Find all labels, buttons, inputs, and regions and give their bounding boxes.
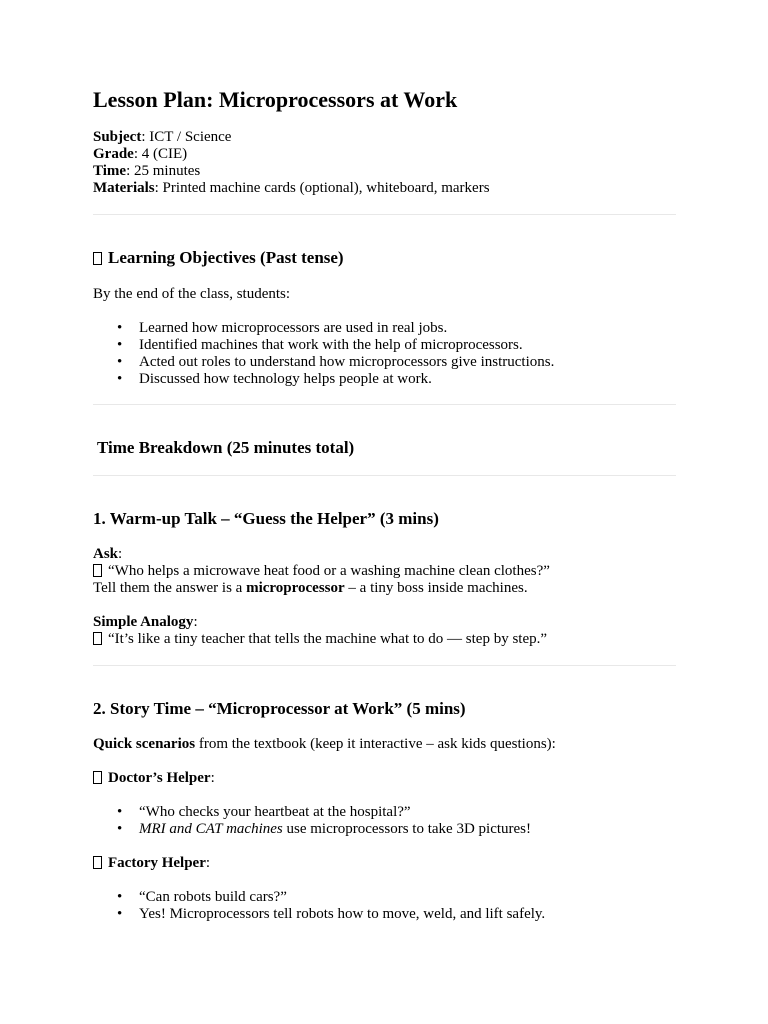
factory-colon: : — [205, 855, 211, 871]
factory-icon — [93, 856, 102, 869]
analogy-quote-line — [93, 631, 676, 648]
meta-label: Time — [93, 163, 127, 179]
doctor-helper-line — [93, 770, 676, 787]
meta-materials — [93, 180, 676, 197]
divider — [93, 475, 676, 476]
lesson-meta — [93, 129, 676, 197]
hospital-icon — [93, 771, 102, 784]
mri-rest: use microprocessors to take 3D pictures! — [282, 821, 532, 837]
ask-colon: : — [118, 546, 123, 562]
list-item: • Learned how microprocessors are used in real jobs. — [139, 320, 676, 337]
meta-subject — [93, 129, 676, 146]
analogy-quote: “It’s like a tiny teacher that tells the machine what to do — step by step.” — [108, 631, 548, 647]
ask-quote-line — [93, 563, 676, 580]
ask-quote: “Who helps a microwave heat food or a washing machine clean clothes?” — [108, 563, 550, 579]
meta-label: Grade — [93, 146, 134, 162]
ask-label-line — [93, 546, 676, 563]
quick-scenarios-rest: from the textbook (keep it interactive – ask kids questions): — [195, 736, 556, 752]
list-item: • Identified machines that work with the help of microprocessors. — [139, 337, 676, 354]
analogy-colon: : — [193, 614, 198, 630]
factory-list — [93, 889, 676, 923]
analogy-label: Simple Analogy — [93, 614, 194, 630]
analogy-label-line — [93, 614, 676, 631]
doctor-colon: : — [210, 770, 215, 786]
list-item: • “Who checks your heartbeat at the hospital?” — [139, 804, 676, 821]
objectives-heading-text: Learning Objectives (Past tense) — [108, 248, 344, 267]
teacher-icon — [93, 632, 102, 645]
section2-heading: 2. Story Time – “Microprocessor at Work” (5 mins) — [93, 699, 466, 718]
divider — [93, 665, 676, 666]
document-content — [93, 85, 676, 923]
list-item: • Acted out roles to understand how microprocessors give instructions. — [139, 354, 676, 371]
tell-line — [93, 580, 676, 597]
meta-label: Subject — [93, 129, 142, 145]
factory-helper-label: Factory Helper — [108, 855, 206, 871]
time-breakdown-heading: Time Breakdown (25 minutes total) — [97, 438, 355, 457]
speech-bubble-icon — [93, 564, 102, 577]
page-title: Lesson Plan: Microprocessors at Work — [93, 87, 458, 112]
objectives-heading — [93, 247, 676, 269]
tell-prefix: Tell them the answer is a — [93, 580, 247, 596]
meta-grade — [93, 146, 676, 163]
meta-label: Materials — [93, 180, 155, 196]
divider — [93, 214, 676, 215]
factory-helper-line — [93, 855, 676, 872]
quick-scenarios-line — [93, 736, 676, 753]
divider — [93, 404, 676, 405]
meta-time — [93, 163, 676, 180]
list-item: • Discussed how technology helps people at work. — [139, 371, 676, 388]
tell-suffix: – a tiny boss inside machines. — [344, 580, 528, 596]
mri-italic: MRI and CAT machines — [139, 821, 283, 837]
list-item — [139, 821, 676, 838]
doctor-helper-label: Doctor’s Helper — [108, 770, 211, 786]
doctor-list — [93, 804, 676, 838]
meta-value: : 4 (CIE) — [133, 146, 188, 162]
meta-value: : ICT / Science — [141, 129, 232, 145]
objectives-intro: By the end of the class, students: — [93, 286, 291, 302]
list-item: • “Can robots build cars?” — [139, 889, 676, 906]
section1-heading: 1. Warm-up Talk – “Guess the Helper” (3 mins) — [93, 509, 439, 528]
list-item: • Yes! Microprocessors tell robots how to move, weld, and lift safely. — [139, 906, 676, 923]
meta-value: : Printed machine cards (optional), whiteboard, markers — [154, 180, 490, 196]
objectives-list — [93, 320, 676, 388]
tell-bold: microprocessor — [246, 580, 345, 596]
target-icon — [93, 252, 102, 265]
quick-scenarios-bold: Quick scenarios — [93, 736, 196, 752]
ask-label: Ask — [93, 546, 119, 562]
meta-value: : 25 minutes — [126, 163, 201, 179]
